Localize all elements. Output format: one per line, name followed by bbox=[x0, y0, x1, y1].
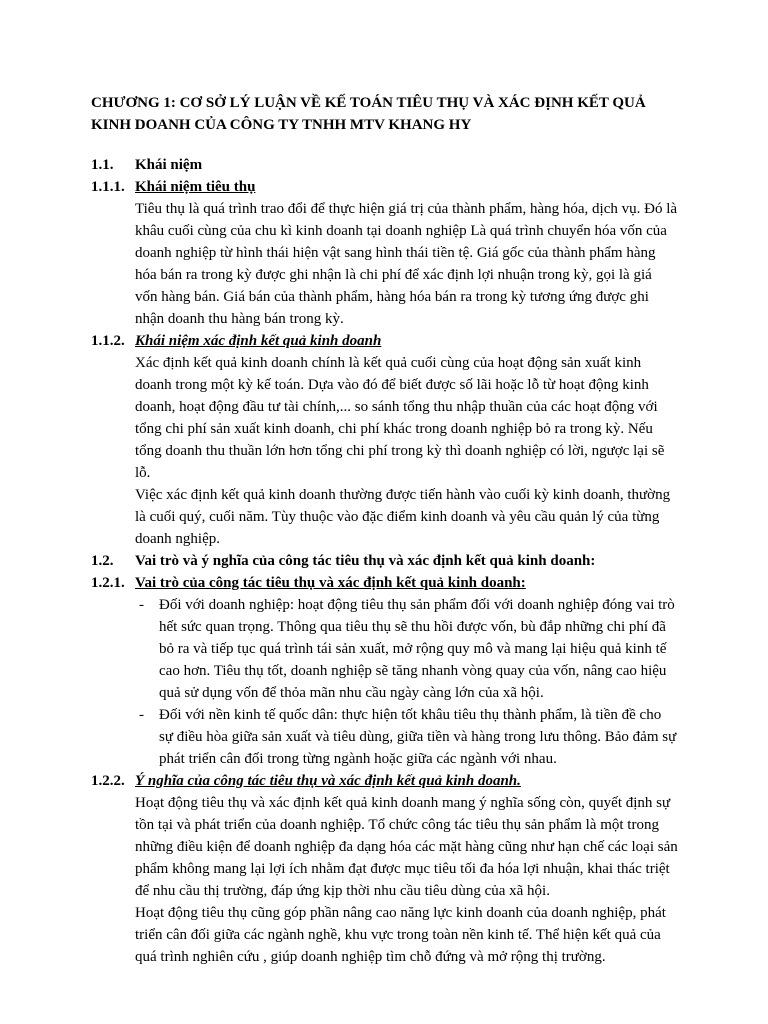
heading-1-1 bbox=[91, 154, 678, 176]
heading-1-2 bbox=[91, 550, 678, 572]
list-item bbox=[135, 594, 678, 704]
paragraph-business-result-timing: Việc xác định kết quả kinh doanh thường được tiến hành vào cuối kỳ kinh doanh, thường là cuối quý, cuối năm. Tùy thuộc vào đặc điểm kinh doanh và yêu cầu quản lý của từng doanh nghiệp. bbox=[135, 487, 671, 547]
heading-number: 1.2. bbox=[91, 553, 114, 569]
paragraph-consumption-definition: Tiêu thụ là quá trình trao đổi để thực hiện giá trị của thành phẩm, hàng hóa, dịch vụ. Đó là khâu cuối cùng của chu kì kinh doanh tại doanh nghiệp Là quá trình chuyển hóa vốn của doanh nghiệp từ hình thái hiện vật sang hình thái tiền tệ. Giá gốc của thành phẩm hàng hóa bán ra trong kỳ được ghi nhận là chi phí để xác định lợi nhuận trong kỳ, gọi là giá vốn hàng bán. Giá bán của thành phẩm, hàng hóa bán ra trong kỳ tương ứng được ghi nhận doanh thu hàng bán trong kỳ. bbox=[135, 201, 678, 327]
bullet-text: Đối với doanh nghiệp: hoạt động tiêu thụ sản phẩm đối với doanh nghiệp đóng vai trò hết sức quan trọng. Thông qua tiêu thụ sẽ thu hồi được vốn, bù đắp những chi phí đã bỏ ra và tiếp tục quá trình tái sản xuất, mở rộng quy mô và mang lại hiệu quả kinh tế cao hơn. Tiêu thụ tốt, doanh nghiệp sẽ tăng nhanh vòng quay của vốn, nâng cao hiệu quả sử dụng vốn để thỏa mãn nhu cầu ngày càng lớn của xã hội. bbox=[159, 597, 675, 701]
heading-number: 1.1. bbox=[91, 157, 114, 173]
role-bullet-list bbox=[135, 594, 678, 770]
paragraph-significance-1: Hoạt động tiêu thụ và xác định kết quả kinh doanh mang ý nghĩa sống còn, quyết định sự tồn tại và phát triển của doanh nghiệp. Tổ chức công tác tiêu thụ sản phẩm là một trong những điều kiện để doanh nghiệp đa dạng hóa các mặt hàng cũng như hạn chế các loại sản phẩm không mang lại lợi ích nhằm đạt được mục tiêu tối đa hóa lợi nhuận, khai thác triệt để nhu cầu thị trường, đáp ứng kịp thời nhu cầu tiêu dùng của xã hội. bbox=[135, 795, 678, 899]
paragraph-business-result-definition: Xác định kết quả kinh doanh chính là kết quả cuối cùng của hoạt động sản xuất kinh doanh trong một kỳ kế toán. Dựa vào đó để biết được số lãi hoặc lỗ từ hoạt động kinh doanh, hoạt động đầu tư tài chính,... so sánh tổng thu nhập thuần của các hoạt động với tổng chi phí sản xuất kinh doanh, chi phí khác trong doanh nghiệp bỏ ra trong kỳ. Nếu tổng doanh thu thuần lớn hơn tổng chi phí trong kỳ thì doanh nghiệp có lời, ngược lại sẽ lỗ. bbox=[135, 355, 665, 481]
heading-number: 1.1.2. bbox=[91, 333, 125, 349]
heading-number: 1.1.1. bbox=[91, 179, 125, 195]
paragraph-significance-2: Hoạt động tiêu thụ cũng góp phần nâng cao năng lực kinh doanh của doanh nghiệp, phát triển cân đối giữa các ngành nghề, khu vực trong toàn nền kinh tế. Thể hiện kết quả của quá trình nghiên cứu , giúp doanh nghiệp tìm chỗ đứng và mở rộng thị trường. bbox=[135, 905, 666, 965]
heading-number: 1.2.1. bbox=[91, 575, 125, 591]
heading-1-2-1 bbox=[91, 572, 678, 594]
bullet-dash: - bbox=[139, 597, 144, 613]
heading-text: Vai trò của công tác tiêu thụ và xác định kết quả kinh doanh: bbox=[135, 575, 526, 591]
heading-text: Khái niệm bbox=[135, 157, 203, 173]
heading-1-1-1 bbox=[91, 176, 678, 198]
heading-text: Vai trò và ý nghĩa của công tác tiêu thụ và xác định kết quả kinh doanh: bbox=[135, 553, 596, 569]
chapter-title: CHƯƠNG 1: CƠ SỞ LÝ LUẬN VỀ KẾ TOÁN TIÊU THỤ VÀ XÁC ĐỊNH KẾT QUẢ KINH DOANH CỦA CÔNG TY TNHH MTV KHANG HY bbox=[91, 95, 646, 133]
list-item bbox=[135, 704, 678, 770]
heading-1-2-2 bbox=[91, 770, 678, 792]
bullet-text: Đối với nền kinh tế quốc dân: thực hiện tốt khâu tiêu thụ thành phẩm, là tiền đề cho sự điều hòa giữa sản xuất và tiêu dùng, giữa tiền và hàng trong lưu thông. Bảo đảm sự phát triển cân đối trong từng ngành hoặc giữa các ngành với nhau. bbox=[159, 707, 677, 767]
bullet-dash: - bbox=[139, 707, 144, 723]
heading-number: 1.2.2. bbox=[91, 773, 125, 789]
heading-text: Khái niệm tiêu thụ bbox=[135, 179, 256, 195]
heading-1-1-2 bbox=[91, 330, 678, 352]
heading-text: Khái niệm xác định kết quả kinh doanh bbox=[135, 333, 382, 349]
heading-text: Ý nghĩa của công tác tiêu thụ và xác định kết quả kinh doanh. bbox=[135, 773, 521, 789]
